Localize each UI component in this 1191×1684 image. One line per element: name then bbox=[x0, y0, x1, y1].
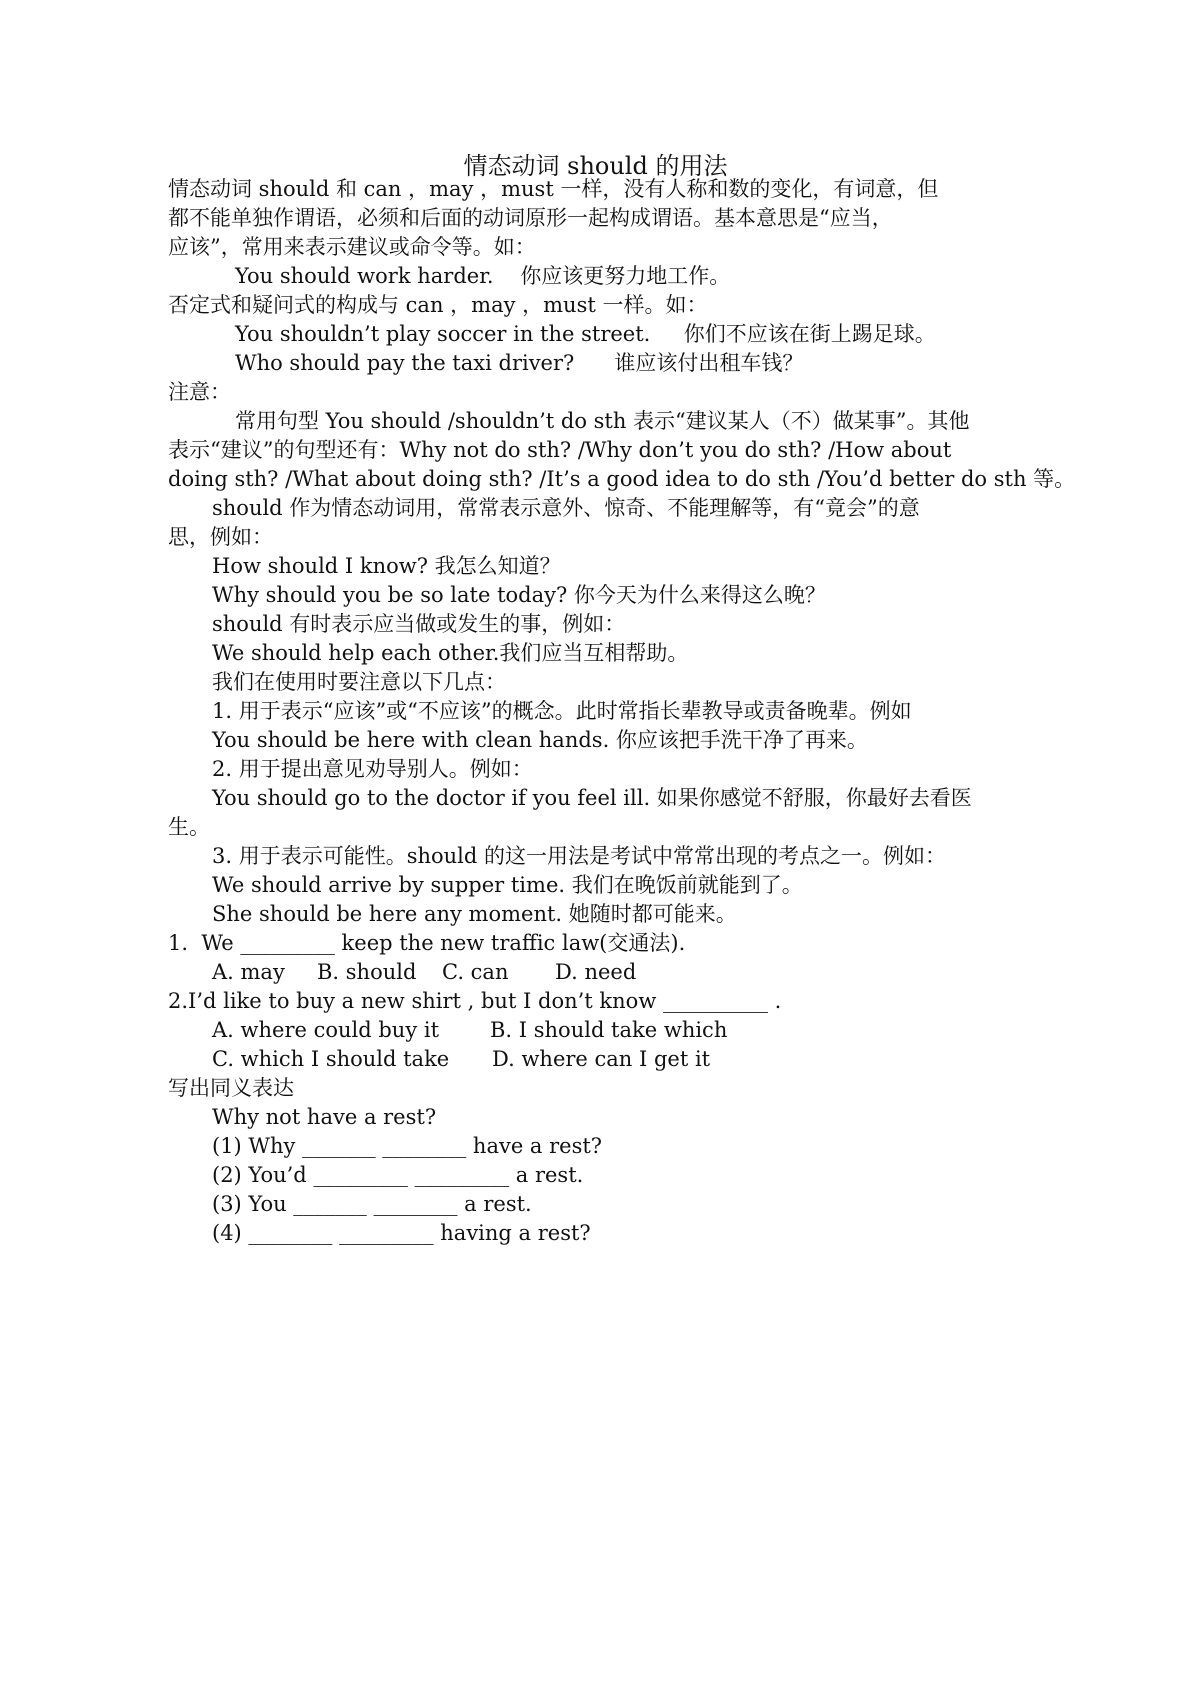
note-label: 注意： bbox=[168, 380, 231, 404]
q1-option-b: B. should bbox=[317, 960, 417, 984]
q2-option-a: A. where could buy it bbox=[212, 1018, 440, 1042]
example-1: You should work harder. 你应该更努力地工作。 bbox=[235, 264, 731, 288]
q2-option-d: D. where can I get it bbox=[492, 1047, 711, 1071]
q2-option-b: B. I should take which bbox=[490, 1018, 728, 1042]
example-3: Who should pay the taxi driver? 谁应该付出租车钱？ bbox=[235, 351, 804, 375]
point-2: 2. 用于提出意见劝导别人。例如： bbox=[212, 757, 533, 781]
intro-line-1 bbox=[168, 174, 938, 204]
synonym-item-1: (1) Why _______ ________ have a rest? bbox=[212, 1134, 603, 1158]
synonym-item-3: (3) You _______ ________ a rest. bbox=[212, 1192, 532, 1216]
intro-line-3: 应该”，常用来表示建议或命令等。如： bbox=[168, 235, 536, 259]
point-2-example-line-2: 生。 bbox=[168, 815, 210, 839]
q1-option-c: C. can bbox=[442, 960, 509, 984]
point-3-example-1: We should arrive by supper time. 我们在晚饭前就能到了。 bbox=[212, 873, 803, 897]
usage-b: should 有时表示应当做或发生的事，例如： bbox=[212, 612, 626, 636]
synonym-item-4: (4) ________ _________ having a rest? bbox=[212, 1221, 591, 1245]
note-line-3: doing sth? /What about doing sth? /It’s a good idea to do sth /You’d better do sth 等。 bbox=[168, 467, 1076, 491]
note-line-1: 常用句型 You should /shouldn’t do sth 表示“建议某人（不）做某事”。其他 bbox=[235, 409, 970, 433]
point-1-example: You should be here with clean hands. 你应该把手洗干净了再来。 bbox=[212, 728, 868, 752]
intro-text-1: 情态动词 should 和 can ，may ，must 一样，没有人称和数的变化，有词意，但 bbox=[168, 177, 939, 201]
synonym-prompt: Why not have a rest? bbox=[212, 1105, 437, 1129]
synonym-item-2: (2) You’d _________ _________ a rest. bbox=[212, 1163, 584, 1187]
usage-a-line-2: 思，例如： bbox=[168, 525, 273, 549]
page-title: 情态动词 should 的用法 bbox=[463, 152, 728, 180]
point-3: 3. 用于表示可能性。should 的这一用法是考试中常常出现的考点之一。例如： bbox=[212, 844, 947, 868]
example-5: Why should you be so late today? 你今天为什么来得这么晚？ bbox=[212, 583, 826, 607]
q2-option-c: C. which I should take bbox=[212, 1047, 450, 1071]
usage-a-line-1: should 作为情态动词用，常常表示意外、惊奇、不能理解等，有“竟会”的意 bbox=[212, 496, 920, 520]
negative-intro: 否定式和疑问式的构成与 can ，may ，must 一样。如： bbox=[168, 293, 708, 317]
question-1-stem: 1. We _________ keep the new traffic law(交通法). bbox=[168, 931, 686, 955]
example-2: You shouldn’t play soccer in the street. 你们不应该在街上踢足球。 bbox=[235, 322, 936, 346]
example-6: We should help each other.我们应当互相帮助。 bbox=[212, 641, 689, 665]
point-3-example-2: She should be here any moment. 她随时都可能来。 bbox=[212, 902, 737, 926]
point-2-example-line-1: You should go to the doctor if you feel ill. 如果你感觉不舒服，你最好去看医 bbox=[212, 786, 972, 810]
point-1: 1. 用于表示“应该”或“不应该”的概念。此时常指长辈教导或责备晚辈。例如 bbox=[212, 699, 912, 723]
synonym-heading: 写出同义表达 bbox=[168, 1076, 294, 1100]
question-2-stem: 2.I’d like to buy a new shirt , but I don’t know __________ . bbox=[168, 989, 782, 1013]
intro-line-2: 都不能单独作谓语，必须和后面的动词原形一起构成谓语。基本意思是“应当， bbox=[168, 206, 893, 230]
q1-option-a: A. may bbox=[212, 960, 285, 984]
q1-option-d: D. need bbox=[555, 960, 637, 984]
points-intro: 我们在使用时要注意以下几点： bbox=[212, 670, 506, 694]
note-line-2: 表示“建议”的句型还有：Why not do sth? /Why don’t you do sth? /How about bbox=[168, 438, 952, 462]
example-4: How should I know? 我怎么知道？ bbox=[212, 554, 561, 578]
